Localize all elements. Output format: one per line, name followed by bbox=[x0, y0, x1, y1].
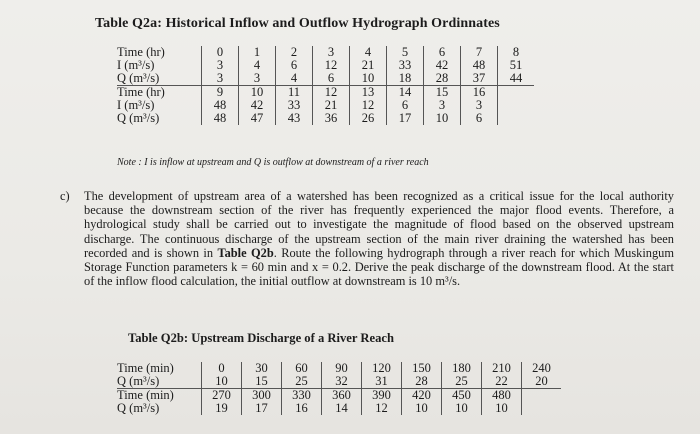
table-cell: 0 bbox=[202, 362, 242, 375]
table-cell: 120 bbox=[362, 362, 402, 375]
table-row bbox=[117, 112, 534, 125]
table-cell: 48 bbox=[461, 59, 498, 72]
row-label: Q (m³/s) bbox=[117, 401, 160, 415]
table-cell: 3 bbox=[202, 72, 239, 86]
table-cell: 12 bbox=[362, 402, 402, 415]
table-cell: 12 bbox=[313, 86, 350, 100]
table-cell: 11 bbox=[276, 86, 313, 100]
table-cell: 3 bbox=[461, 99, 498, 112]
table-cell: 26 bbox=[350, 112, 387, 125]
table-cell: 10 bbox=[442, 402, 482, 415]
table-row bbox=[117, 72, 534, 86]
table-cell: 15 bbox=[424, 86, 461, 100]
table-cell: 14 bbox=[322, 402, 362, 415]
part-c-table-ref: Table Q2b bbox=[217, 245, 274, 260]
table-cell: 4 bbox=[276, 72, 313, 86]
table-cell: 10 bbox=[350, 72, 387, 86]
table-cell: 270 bbox=[202, 389, 242, 403]
table-cell: 300 bbox=[242, 389, 282, 403]
table-cell: 33 bbox=[387, 59, 424, 72]
table-cell: 32 bbox=[322, 375, 362, 389]
table-cell: 90 bbox=[322, 362, 362, 375]
table-cell: 480 bbox=[482, 389, 522, 403]
table-q2a-title: Table Q2a: Historical Inflow and Outflow Hydrograph Ordinnates bbox=[95, 16, 500, 31]
table-cell bbox=[498, 99, 535, 112]
table-cell: 3 bbox=[313, 46, 350, 59]
table-cell: 0 bbox=[202, 46, 239, 59]
table-row bbox=[117, 389, 561, 403]
table-cell: 420 bbox=[402, 389, 442, 403]
table-cell: 3 bbox=[202, 59, 239, 72]
table-cell: 16 bbox=[282, 402, 322, 415]
table-cell: 31 bbox=[362, 375, 402, 389]
table-cell: 6 bbox=[461, 112, 498, 125]
table-cell: 60 bbox=[282, 362, 322, 375]
table-cell: 22 bbox=[482, 375, 522, 389]
table-cell bbox=[522, 389, 562, 403]
table-cell: 17 bbox=[387, 112, 424, 125]
part-c-marker: c) bbox=[60, 189, 70, 203]
table-cell: 16 bbox=[461, 86, 498, 100]
table-cell: 25 bbox=[282, 375, 322, 389]
part-c-text bbox=[84, 189, 674, 288]
table-q2a-note: Note : I is inflow at upstream and Q is outflow at downstream of a river reach bbox=[117, 157, 429, 168]
table-cell: 6 bbox=[276, 59, 313, 72]
table-cell: 150 bbox=[402, 362, 442, 375]
table-cell: 33 bbox=[276, 99, 313, 112]
table-cell: 15 bbox=[242, 375, 282, 389]
table-cell: 6 bbox=[387, 99, 424, 112]
table-cell: 30 bbox=[242, 362, 282, 375]
row-label: Q (m³/s) bbox=[117, 111, 160, 125]
table-q2a bbox=[117, 46, 534, 125]
row-label: Time (min) bbox=[117, 361, 174, 375]
table-cell: 18 bbox=[387, 72, 424, 86]
table-cell: 390 bbox=[362, 389, 402, 403]
row-label: Q (m³/s) bbox=[117, 375, 202, 389]
table-cell bbox=[498, 86, 535, 100]
table-cell: 43 bbox=[276, 112, 313, 125]
table-cell: 6 bbox=[313, 72, 350, 86]
table-cell: 2 bbox=[276, 46, 313, 59]
table-cell: 7 bbox=[461, 46, 498, 59]
table-cell: 12 bbox=[350, 99, 387, 112]
question-part-c bbox=[62, 189, 674, 288]
table-cell: 19 bbox=[202, 402, 242, 415]
table-cell: 48 bbox=[202, 112, 239, 125]
table-cell: 360 bbox=[322, 389, 362, 403]
row-label: Q (m³/s) bbox=[117, 72, 202, 86]
table-cell: 330 bbox=[282, 389, 322, 403]
table-cell: 14 bbox=[387, 86, 424, 100]
row-label: I (m³/s) bbox=[117, 98, 155, 112]
table-cell: 10 bbox=[402, 402, 442, 415]
table-cell: 6 bbox=[424, 46, 461, 59]
row-label: Time (min) bbox=[117, 388, 174, 402]
table-cell: 5 bbox=[387, 46, 424, 59]
table-cell: 3 bbox=[239, 72, 276, 86]
table-cell: 4 bbox=[239, 59, 276, 72]
table-row bbox=[117, 375, 561, 389]
table-row bbox=[117, 86, 534, 100]
table-cell: 28 bbox=[402, 375, 442, 389]
table-cell bbox=[498, 112, 535, 125]
table-cell: 47 bbox=[239, 112, 276, 125]
table-cell: 240 bbox=[522, 362, 562, 375]
table-row bbox=[117, 402, 561, 415]
row-label: Time (hr) bbox=[117, 85, 165, 99]
table-cell: 36 bbox=[313, 112, 350, 125]
table-cell: 25 bbox=[442, 375, 482, 389]
table-q2b-title: Table Q2b: Upstream Discharge of a River Reach bbox=[128, 331, 394, 345]
table-cell: 10 bbox=[239, 86, 276, 100]
table-cell: 9 bbox=[202, 86, 239, 100]
table-cell: 21 bbox=[350, 59, 387, 72]
table-cell: 3 bbox=[424, 99, 461, 112]
table-cell: 1 bbox=[239, 46, 276, 59]
table-cell: 48 bbox=[202, 99, 239, 112]
table-cell: 42 bbox=[424, 59, 461, 72]
table-cell: 12 bbox=[313, 59, 350, 72]
table-cell: 21 bbox=[313, 99, 350, 112]
table-cell: 180 bbox=[442, 362, 482, 375]
table-cell: 450 bbox=[442, 389, 482, 403]
table-cell: 37 bbox=[461, 72, 498, 86]
table-row bbox=[117, 59, 534, 72]
table-cell: 20 bbox=[522, 375, 562, 389]
table-cell: 51 bbox=[498, 59, 535, 72]
part-c-text-1: The development of upstream area of a watershed has been recognized as a critical issue for the local authority because the downstream section of the river has frequently experienced the major flood events. Therefore, a hydrological study shall be carried out to investigate the magnitude of flood based on the observed upstream discharge. The continuous discharge of the upstream section of the main river draining the watershed has been recorded and is shown in bbox=[84, 189, 674, 260]
row-label: Time (hr) bbox=[117, 45, 165, 59]
part-c-text-2: . Route the following hydrograph through a river reach for which Muskingum Storage Function parameters k = 60 min and x = 0.2. Derive the peak discharge of the downstream flood. At the start of the inflow flood calculation, the initial outflow at downstream is 10 m³/s. bbox=[84, 245, 675, 289]
table-cell: 28 bbox=[424, 72, 461, 86]
table-cell: 44 bbox=[498, 72, 535, 86]
table-q2b bbox=[117, 362, 561, 415]
table-cell: 8 bbox=[498, 46, 535, 59]
table-cell: 13 bbox=[350, 86, 387, 100]
table-cell: 210 bbox=[482, 362, 522, 375]
table-cell bbox=[522, 402, 562, 415]
table-cell: 17 bbox=[242, 402, 282, 415]
table-cell: 10 bbox=[424, 112, 461, 125]
table-cell: 4 bbox=[350, 46, 387, 59]
table-cell: 10 bbox=[482, 402, 522, 415]
table-cell: 10 bbox=[202, 375, 242, 389]
row-label: I (m³/s) bbox=[117, 58, 155, 72]
table-cell: 42 bbox=[239, 99, 276, 112]
